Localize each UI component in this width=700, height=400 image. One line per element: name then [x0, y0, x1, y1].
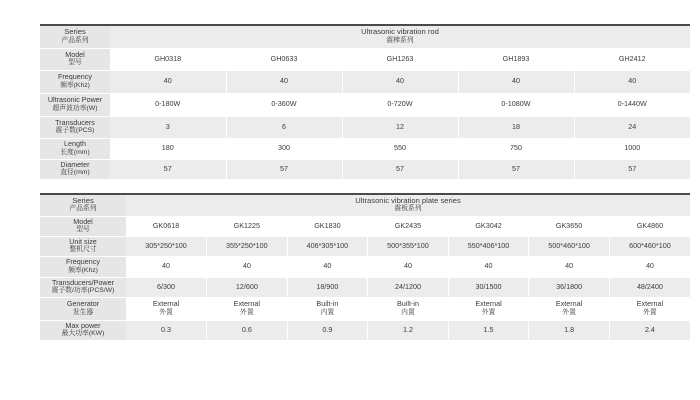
cell-value-cn: 外置: [643, 308, 657, 316]
table-cell: 500*460*100: [529, 236, 610, 256]
vibration-plate-spec-table: [40, 195, 690, 341]
table-cell: 40: [529, 256, 610, 277]
table-header-row: [40, 195, 690, 216]
table-cell: 40: [126, 256, 207, 277]
table-cell: [126, 297, 207, 320]
table-cell: 40: [368, 256, 449, 277]
table-cell: 180: [110, 138, 226, 159]
row-label-en: Frequency: [58, 72, 92, 81]
table-row: [40, 256, 690, 277]
series-title-cell: [110, 26, 690, 48]
table-cell: 2.4: [609, 320, 690, 340]
table-cell: GK2435: [368, 216, 449, 236]
row-label-cn: 整机尺寸: [69, 246, 97, 253]
table-cell: 0-180W: [110, 93, 226, 116]
table-cell: 500*355*100: [368, 236, 449, 256]
row-label-cn: 长度(mm): [60, 148, 90, 156]
row-label-en: Max power: [65, 320, 101, 330]
series-title-cn: 震板系列: [394, 205, 422, 213]
table-cell: 1000: [574, 138, 690, 159]
row-label-en: Ultrasonic Power: [47, 95, 103, 104]
table-cell: 40: [574, 70, 690, 93]
row-label-cell: [40, 116, 110, 138]
table-cell: [448, 297, 529, 320]
table-cell: 12/600: [207, 277, 288, 297]
table-cell: GK0618: [126, 216, 207, 236]
table-row: [40, 320, 690, 340]
table-row: [40, 70, 690, 93]
table-cell: 0-1440W: [574, 93, 690, 116]
table-cell: GH2412: [574, 48, 690, 70]
table-cell: 40: [458, 70, 574, 93]
table-cell: 0-1080W: [458, 93, 574, 116]
row-label-cn: 直径(mm): [60, 169, 90, 176]
table-row: [40, 277, 690, 297]
table-cell: 40: [226, 70, 342, 93]
table-cell: 300: [226, 138, 342, 159]
table-cell: 24: [574, 116, 690, 138]
table-cell: 57: [110, 159, 226, 179]
row-label-cn: 频率(Khz): [60, 81, 90, 89]
table-cell: 0-720W: [342, 93, 458, 116]
table-cell: 1.5: [448, 320, 529, 340]
table-cell: GK3042: [448, 216, 529, 236]
table-cell: 57: [226, 159, 342, 179]
table-row: [40, 116, 690, 138]
row-label-cell: [40, 297, 126, 320]
cell-value-cn: 外置: [240, 308, 254, 316]
row-label-cell: [40, 320, 126, 340]
series-title-en: Ultrasonic vibration rod: [361, 27, 439, 37]
table-cell: 600*460*100: [609, 236, 690, 256]
table-cell: GH1893: [458, 48, 574, 70]
series-title-cell: [126, 195, 690, 216]
series-label-cell: [40, 26, 110, 48]
table-cell: GH0318: [110, 48, 226, 70]
row-label-cn: 震子数/功率(PCS/W): [51, 287, 115, 294]
cell-value-en: Built-in: [396, 299, 419, 308]
table-cell: 550*406*100: [448, 236, 529, 256]
table-cell: 30/1500: [448, 277, 529, 297]
table-cell: GK3650: [529, 216, 610, 236]
row-label-cell: [40, 93, 110, 116]
row-label-cn: 最大功率(KW): [61, 330, 105, 337]
cell-value-en: External: [152, 299, 180, 308]
series-label-cell: [40, 195, 126, 216]
table-cell: 3: [110, 116, 226, 138]
table-cell: GK1830: [287, 216, 368, 236]
row-label-en: Transducers: [55, 117, 95, 127]
table-row: [40, 216, 690, 236]
row-label-en: Diameter: [60, 159, 90, 169]
table-cell: GK1225: [207, 216, 288, 236]
row-label-cn: 型号: [76, 226, 90, 233]
row-label-en: Frequency: [66, 257, 100, 266]
table-cell: 550: [342, 138, 458, 159]
table-cell: 0-360W: [226, 93, 342, 116]
row-label-en: Model: [65, 49, 85, 59]
row-label-cell: [40, 70, 110, 93]
row-label-cell: [40, 138, 110, 159]
table-cell: 1.2: [368, 320, 449, 340]
row-label-cn: 超声波功率(W): [52, 104, 98, 112]
table-cell: 12: [342, 116, 458, 138]
table-row: [40, 93, 690, 116]
table-row: [40, 48, 690, 70]
table-cell: 40: [448, 256, 529, 277]
table-header-row: [40, 26, 690, 48]
vibration-rod-spec-table: [40, 26, 690, 180]
table-row: [40, 297, 690, 320]
table-cell: 40: [110, 70, 226, 93]
table-row: [40, 138, 690, 159]
cell-value-en: External: [636, 299, 664, 308]
row-label-cn: 频率(Khz): [68, 266, 98, 274]
cell-value-en: Built-in: [316, 299, 339, 308]
cell-value-en: External: [475, 299, 502, 308]
row-label-en: Transducers/Power: [51, 277, 115, 287]
table-cell: 40: [609, 256, 690, 277]
cell-value-en: External: [233, 299, 261, 308]
table-cell: 406*305*100: [287, 236, 368, 256]
table-cell: 0.6: [207, 320, 288, 340]
table-cell: 40: [287, 256, 368, 277]
row-label-cell: [40, 216, 126, 236]
cell-value-cn: 内置: [401, 308, 415, 316]
row-label-cell: [40, 277, 126, 297]
table-cell: [609, 297, 690, 320]
table-cell: 57: [458, 159, 574, 179]
table-cell: 18: [458, 116, 574, 138]
row-label-cn: 震子数(PCS): [55, 127, 95, 134]
row-label-en: Length: [64, 139, 86, 148]
table-cell: 40: [207, 256, 288, 277]
cell-value-cn: 外置: [481, 308, 496, 316]
row-label-cell: [40, 256, 126, 277]
table-cell: 1.8: [529, 320, 610, 340]
cell-value-en: External: [555, 299, 583, 308]
table-cell: 6/300: [126, 277, 207, 297]
table-cell: [207, 297, 288, 320]
table-cell: 36/1800: [529, 277, 610, 297]
series-title-cn: 震棒系列: [386, 36, 414, 44]
row-label-en: Generator: [66, 299, 100, 308]
table-cell: 750: [458, 138, 574, 159]
table-cell: 57: [574, 159, 690, 179]
row-label-cn: 型号: [68, 59, 82, 66]
series-label-cn: 产品系列: [69, 205, 97, 213]
table-cell: 18/900: [287, 277, 368, 297]
table-cell: 48/2400: [609, 277, 690, 297]
cell-value-cn: 外置: [562, 308, 576, 316]
table-cell: 355*250*100: [207, 236, 288, 256]
table-cell: 0.3: [126, 320, 207, 340]
series-label-en: Series: [72, 195, 94, 205]
table-cell: 6: [226, 116, 342, 138]
table-cell: 57: [342, 159, 458, 179]
cell-value-cn: 内置: [320, 308, 335, 316]
row-label-cell: [40, 159, 110, 179]
table-cell: 0.9: [287, 320, 368, 340]
row-label-cn: 发生器: [72, 308, 94, 316]
series-title-en: Ultrasonic vibration plate series: [355, 195, 461, 205]
table-cell: 305*250*100: [126, 236, 207, 256]
table-cell: [368, 297, 449, 320]
table-cell: GK4860: [609, 216, 690, 236]
series-label-en: Series: [64, 27, 86, 37]
table-cell: [529, 297, 610, 320]
table-row: [40, 236, 690, 256]
table-cell: GH1263: [342, 48, 458, 70]
table-row: [40, 159, 690, 179]
row-label-cell: [40, 48, 110, 70]
row-label-en: Unit size: [69, 236, 97, 246]
table-cell: 40: [342, 70, 458, 93]
series-label-cn: 产品系列: [61, 36, 89, 44]
table-cell: GH0633: [226, 48, 342, 70]
table-cell: 24/1200: [368, 277, 449, 297]
table-cell: [287, 297, 368, 320]
row-label-cell: [40, 236, 126, 256]
row-label-en: Model: [73, 216, 93, 226]
cell-value-cn: 外置: [159, 308, 173, 316]
